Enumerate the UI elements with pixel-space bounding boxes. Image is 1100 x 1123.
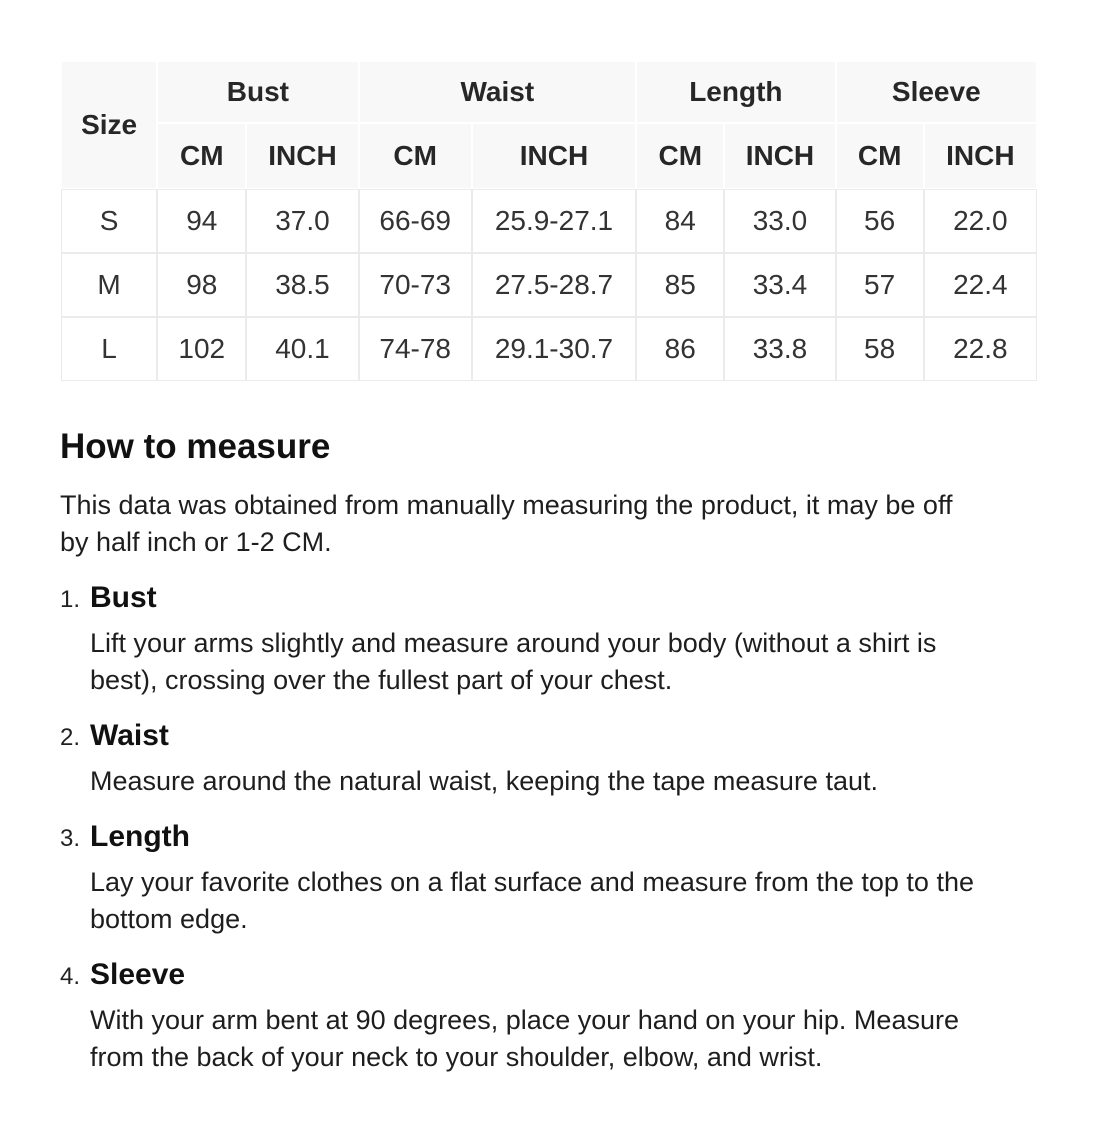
measurement-cell: 58	[837, 318, 923, 380]
step-description-line: best), crossing over the fullest part of your chest.	[90, 665, 673, 695]
unit-header: INCH	[725, 124, 834, 188]
unit-header: INCH	[473, 124, 635, 188]
measure-step	[60, 818, 1040, 938]
step-number: 1.	[60, 586, 81, 613]
unit-header: INCH	[925, 124, 1036, 188]
measure-intro	[60, 487, 1040, 561]
step-description	[90, 1002, 1040, 1076]
measurement-cell: 33.8	[725, 318, 834, 380]
step-description	[90, 625, 1040, 699]
step-label: Bust	[90, 581, 157, 614]
measurement-cell: 70-73	[360, 254, 471, 316]
step-number: 2.	[60, 724, 81, 751]
measurement-cell: 85	[637, 254, 723, 316]
step-description-line: Measure around the natural waist, keeping the tape measure taut.	[90, 766, 878, 796]
measurement-cell: 66-69	[360, 190, 471, 252]
measurement-cell: 33.0	[725, 190, 834, 252]
measurement-cell: 22.8	[925, 318, 1036, 380]
unit-header: INCH	[247, 124, 357, 188]
measure-step	[60, 717, 1040, 800]
size-column-header: Size	[62, 62, 156, 188]
size-cell: L	[62, 318, 156, 380]
group-header-sleeve: Sleeve	[837, 62, 1036, 122]
measurement-cell: 56	[837, 190, 923, 252]
size-chart-header	[62, 62, 1036, 188]
intro-line: This data was obtained from manually measuring the product, it may be off	[60, 490, 953, 520]
step-description-line: from the back of your neck to your shoulder, elbow, and wrist.	[90, 1042, 823, 1072]
table-row	[62, 318, 1036, 380]
intro-line: by half inch or 1-2 CM.	[60, 527, 332, 557]
measurement-cell: 98	[158, 254, 245, 316]
unit-header: CM	[158, 124, 245, 188]
measurement-cell: 27.5-28.7	[473, 254, 635, 316]
measurement-cell: 33.4	[725, 254, 834, 316]
measurement-cell: 94	[158, 190, 245, 252]
step-description	[90, 864, 1040, 938]
step-number: 4.	[60, 963, 81, 990]
step-heading	[60, 818, 1040, 856]
step-description	[90, 763, 1040, 800]
measurement-cell: 22.0	[925, 190, 1036, 252]
measurement-cell: 40.1	[247, 318, 357, 380]
step-number: 3.	[60, 825, 81, 852]
measurement-cell: 102	[158, 318, 245, 380]
unit-header: CM	[637, 124, 723, 188]
step-heading	[60, 579, 1040, 617]
measurement-cell: 74-78	[360, 318, 471, 380]
step-heading	[60, 717, 1040, 755]
table-row	[62, 190, 1036, 252]
measurement-cell: 84	[637, 190, 723, 252]
measure-steps	[60, 579, 1040, 1076]
size-cell: S	[62, 190, 156, 252]
group-header-length: Length	[637, 62, 834, 122]
measurement-cell: 29.1-30.7	[473, 318, 635, 380]
unit-header: CM	[360, 124, 471, 188]
measurement-cell: 37.0	[247, 190, 357, 252]
step-description-line: Lay your favorite clothes on a flat surface and measure from the top to the	[90, 867, 974, 897]
size-cell: M	[62, 254, 156, 316]
step-description-line: With your arm bent at 90 degrees, place your hand on your hip. Measure	[90, 1005, 959, 1035]
measurement-cell: 38.5	[247, 254, 357, 316]
table-row	[62, 254, 1036, 316]
step-description-line: Lift your arms slightly and measure around your body (without a shirt is	[90, 628, 937, 658]
group-header-bust: Bust	[158, 62, 357, 122]
step-label: Length	[90, 820, 190, 853]
size-chart-body	[62, 190, 1036, 380]
step-label: Waist	[90, 719, 169, 752]
group-header-waist: Waist	[360, 62, 636, 122]
measurement-cell: 22.4	[925, 254, 1036, 316]
unit-header: CM	[837, 124, 923, 188]
measurement-cell: 57	[837, 254, 923, 316]
step-description-line: bottom edge.	[90, 904, 248, 934]
measure-step	[60, 956, 1040, 1076]
how-to-measure-title: How to measure	[60, 427, 331, 466]
step-heading	[60, 956, 1040, 994]
step-label: Sleeve	[90, 958, 186, 991]
measure-step	[60, 579, 1040, 699]
measurement-cell: 25.9-27.1	[473, 190, 635, 252]
size-chart-table	[60, 60, 1038, 382]
measurement-cell: 86	[637, 318, 723, 380]
